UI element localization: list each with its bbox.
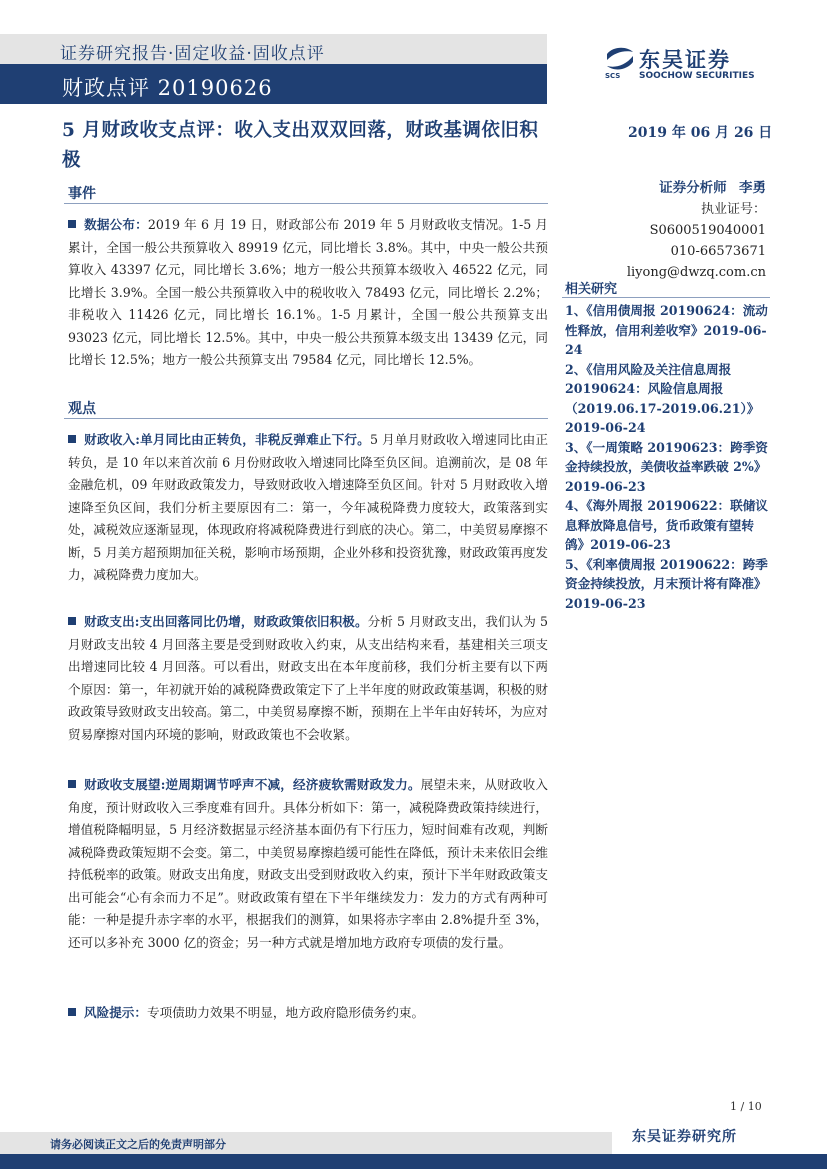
section-divider [64,203,548,204]
paragraph-text: 2019 年 6 月 19 日，财政部公布 2019 年 5 月财政收支情况。1-5 月累计，全国一般公共预算收入 89919 亿元，同比增长 3.8%。其中，中央一般公共预算收入 43397 亿元，同比增长 3.6%；地方一般公共预算本级收入 46522 亿元，同比增长 3.9%。全国一般公共预算收入中的税收收入 78493 亿元，同比增长 2.2%；非税收入 11426 亿元，同比增长 16.1%。1-5 月累计，全国一般公共预算支出 93023 亿元，同比增长 12.5%。其中，中央一般公共预算本级支出 13439 亿元，同比增长 12.5%；地方一般公共预算支出 79584 亿元，同比增长 12.5%。 [68,217,548,367]
paragraph-fiscal-outlook [68,774,548,954]
analyst-info [588,178,766,283]
analyst-license: 执业证号：S0600519040001 [649,202,766,238]
related-research-heading: 相关研究 [565,282,618,297]
related-research-list [565,301,770,613]
footer-bottom-bar [0,1154,827,1169]
paragraph-text: 5 月单月财政收入增速同比由正转负，是 10 年以来首次前 6 月份财政收入增速同比降至负区间。追溯前次，是 08 年金融危机，09 年财政政策发力，导致财政收入增速降至负区间。针对 5 月财政收入增速降至负区间，我们分析主要原因有二：第一，今年减税降费力度较大，政策落到实处，减税效应逐渐显现，体现政府将减税降费进行到底的决心。第二，中美贸易摩擦不断，5 月美方超预期加征关税，影响市场预期，企业外移和投资犹豫，财政政策再度发力，减税降费力度加大。 [68,432,548,582]
related-item[interactable]: 2、《信用风险及关注信息周报 20190624：风险信息周报（2019.06.17-2019.06.21）》2019-06-24 [565,361,760,435]
bullet-square-icon [68,617,76,625]
paragraph-lead: 财政支出:支出回落同比仍增，财政政策依旧积极。 [84,614,368,629]
paragraph-fiscal-revenue [68,429,548,587]
header-category: 证券研究报告·固定收益·固收点评 [60,44,325,64]
paragraph-data-release [68,214,548,372]
header-report-bar [0,64,547,104]
logo-abbr: SCS [605,72,621,80]
paragraph-text: 专项债助力效果不明显，地方政府隐形债务约束。 [146,1005,425,1020]
section-heading-views: 观点 [68,401,96,417]
analyst-email[interactable]: liyong@dwzq.com.cn [626,265,766,280]
bullet-square-icon [68,1008,76,1016]
paragraph-lead: 数据公布： [84,217,148,232]
logo-chinese-name: 东吴证券 [639,48,731,72]
bullet-square-icon [68,435,76,443]
report-title: 5 月财政收支点评：收入支出双双回落，财政基调依旧积极 [62,120,539,171]
paragraph-text: 展望未来，从财政收入角度，预计财政收入三季度难有回升。具体分析如下：第一，减税降费政策持续进行，增值税降幅明显，5 月经济数据显示经济基本面仍有下行压力，短时间难有改观，判断减税降费政策短期不会变。第二，中美贸易摩擦趋缓可能性在降低，预计未来依旧会维持低税率的政策。财政支出角度，财政支出受到财政收入约束，预计下半年财政政策支出可能会“心有余而力不足”。财政政策有望在下半年继续发力：发力的方式有两种可能：一种是提升赤字率的水平，根据我们的测算，如果将赤字率由 2.8%提升至 3%，还可以多补充 3000 亿的资金；另一种方式就是增加地方政府专项债的发行量。 [68,777,548,950]
bullet-square-icon [68,220,76,228]
paragraph-lead: 风险提示： [84,1005,147,1020]
related-item[interactable]: 5、《利率债周报 20190622：跨季资金持续投放，月末预计将有降准》2019-06-23 [565,556,768,611]
bullet-square-icon [68,780,76,788]
paragraph-risk-warning [68,1002,548,1025]
analyst-name: 李勇 [739,180,766,196]
analyst-title-line [588,178,766,199]
page-number: 1 / 10 [730,1100,762,1113]
analyst-phone: 010-66573671 [670,244,766,259]
footer-firm-name: 东吴证券研究所 [632,1129,737,1145]
related-item[interactable]: 3、《一周策略 20190623：跨季资金持续投放，美债收益率跌破 2%》2019-06-23 [565,439,768,494]
footer-disclaimer-bar [0,1132,612,1154]
related-divider [562,297,770,298]
related-item[interactable]: 1、《信用债周报 20190624：流动性释放，信用利差收窄》2019-06-24 [565,303,768,357]
analyst-label: 证券分析师 [659,180,727,196]
paragraph-text: 分析 5 月财政支出，我们认为 5 月财政支出较 4 月回落主要是受到财政收入约束，从支出结构来看，基建相关三项支出增速同比较 4 月回落。可以看出，财政支出在本年度前移，我们分析主要有以下两个原因：第一，年初就开始的减税降费政策定下了上半年度的财政政策基调，积极的财政政策导致财政支出较高。第二，中美贸易摩擦不断，预期在上半年由好转坏，为应对贸易摩擦对国内环境的影响，财政政策也不会收紧。 [68,614,548,742]
section-divider [64,418,548,419]
footer-disclaimer: 请务必阅读正文之后的免责声明部分 [50,1138,226,1151]
section-heading-event: 事件 [68,186,96,202]
paragraph-lead: 财政收入:单月同比由正转负，非税反弹难止下行。 [84,432,370,447]
related-item[interactable]: 4、《海外周报 20190622：联储议息释放降息信号，货币政策有望转鸽》2019-06-23 [565,498,768,552]
paragraph-fiscal-expenditure [68,611,548,746]
header-category-bar [0,34,547,64]
report-date: 2019 年 06 月 26 日 [628,125,773,141]
paragraph-lead: 财政收支展望:逆周期调节呼声不减，经济疲软需财政发力。 [84,777,421,792]
company-logo [603,44,773,86]
header-report-name: 财政点评 20190626 [62,76,273,100]
logo-english-name: SOOCHOW SECURITIES [639,71,755,81]
